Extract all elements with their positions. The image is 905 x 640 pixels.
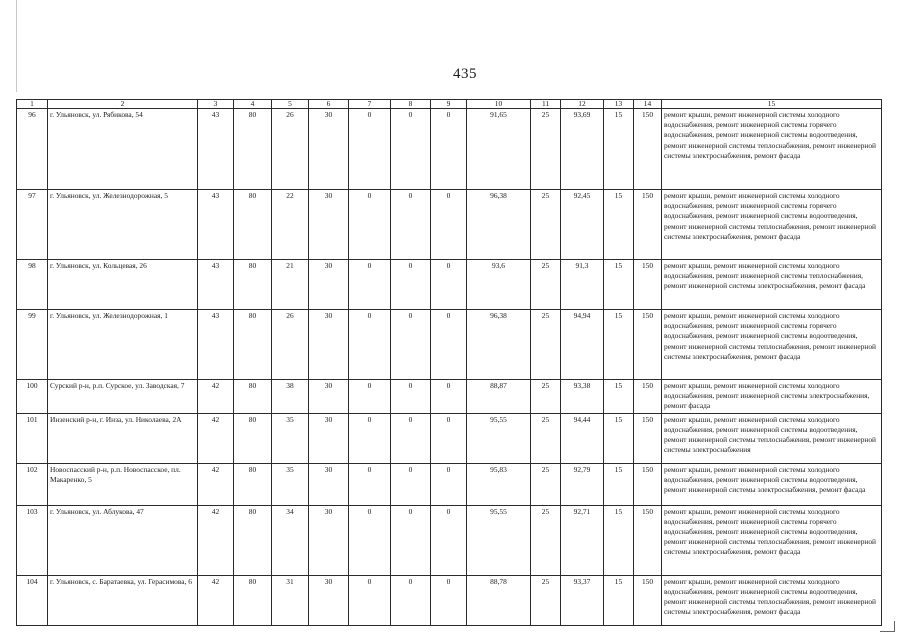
value-cell: 0	[349, 310, 391, 380]
value-cell: 0	[431, 260, 467, 310]
value-cell: 25	[531, 463, 561, 505]
value-cell: 30	[309, 380, 349, 414]
value-cell: 0	[431, 505, 467, 575]
value-cell: 0	[391, 575, 431, 625]
row-number: 101	[17, 413, 48, 463]
value-cell: 80	[234, 413, 272, 463]
value-cell: 30	[309, 109, 349, 190]
value-cell: 94,94	[561, 310, 604, 380]
col-header: 1	[17, 100, 48, 109]
value-cell: 43	[198, 310, 234, 380]
col-header: 7	[349, 100, 391, 109]
value-cell: 35	[272, 413, 309, 463]
works-cell: ремонт крыши, ремонт инженерной системы холодного водоснабжения, ремонт инженерной системы водоотведения, ремонт инженерной системы теплоснабжения, ремонт инженерной системы электроснабжения	[662, 413, 882, 463]
value-cell: 26	[272, 310, 309, 380]
col-header: 15	[662, 100, 882, 109]
value-cell: 150	[634, 505, 662, 575]
value-cell: 80	[234, 380, 272, 414]
value-cell: 80	[234, 505, 272, 575]
value-cell: 93,38	[561, 380, 604, 414]
value-cell: 35	[272, 463, 309, 505]
value-cell: 80	[234, 310, 272, 380]
address-cell: г. Ульяновск, с. Баратаевка, ул. Герасимова, 6	[48, 575, 198, 625]
value-cell: 80	[234, 260, 272, 310]
row-number: 97	[17, 190, 48, 260]
value-cell: 88,78	[467, 575, 531, 625]
value-cell: 0	[431, 109, 467, 190]
col-header: 10	[467, 100, 531, 109]
table-row	[17, 463, 882, 505]
value-cell: 95,55	[467, 505, 531, 575]
works-cell: ремонт крыши, ремонт инженерной системы холодного водоснабжения, ремонт инженерной системы горячего водоснабжения, ремонт инженерной системы водоотведения, ремонт инженерной системы теплоснабжения, ремонт инженерной системы электроснабжения, ремонт фасада	[662, 109, 882, 190]
value-cell: 0	[391, 380, 431, 414]
address-cell: г. Ульяновск, ул. Аблукова, 47	[48, 505, 198, 575]
value-cell: 34	[272, 505, 309, 575]
value-cell: 43	[198, 260, 234, 310]
row-number: 102	[17, 463, 48, 505]
table-row	[17, 413, 882, 463]
value-cell: 25	[531, 310, 561, 380]
value-cell: 0	[431, 310, 467, 380]
value-cell: 0	[349, 190, 391, 260]
row-number: 98	[17, 260, 48, 310]
value-cell: 96,38	[467, 310, 531, 380]
table-row	[17, 310, 882, 380]
value-cell: 15	[604, 190, 634, 260]
value-cell: 42	[198, 413, 234, 463]
value-cell: 30	[309, 575, 349, 625]
works-cell: ремонт крыши, ремонт инженерной системы холодного водоснабжения, ремонт инженерной системы водоотведения, ремонт инженерной системы теплоснабжения, ремонт инженерной системы электроснабжения, ремонт фасада	[662, 575, 882, 625]
value-cell: 30	[309, 190, 349, 260]
address-cell: г. Ульяновск, ул. Железнодорожная, 5	[48, 190, 198, 260]
table-row	[17, 260, 882, 310]
value-cell: 15	[604, 109, 634, 190]
works-cell: ремонт крыши, ремонт инженерной системы холодного водоснабжения, ремонт инженерной системы водоотведения, ремонт инженерной системы электроснабжения, ремонт фасада	[662, 463, 882, 505]
value-cell: 91,3	[561, 260, 604, 310]
table-row	[17, 505, 882, 575]
value-cell: 0	[349, 413, 391, 463]
value-cell: 93,37	[561, 575, 604, 625]
value-cell: 0	[349, 260, 391, 310]
address-cell: Инзенский р-н, г. Инза, ул. Николаева, 2А	[48, 413, 198, 463]
value-cell: 0	[349, 109, 391, 190]
value-cell: 0	[431, 413, 467, 463]
value-cell: 31	[272, 575, 309, 625]
works-cell: ремонт крыши, ремонт инженерной системы холодного водоснабжения, ремонт инженерной системы горячего водоснабжения, ремонт инженерной системы водоотведения, ремонт инженерной системы теплоснабжения, ремонт инженерной системы электроснабжения, ремонт фасада	[662, 310, 882, 380]
value-cell: 42	[198, 575, 234, 625]
col-header: 6	[309, 100, 349, 109]
table-row	[17, 190, 882, 260]
value-cell: 15	[604, 260, 634, 310]
value-cell: 0	[349, 380, 391, 414]
value-cell: 30	[309, 505, 349, 575]
value-cell: 93,6	[467, 260, 531, 310]
value-cell: 30	[309, 463, 349, 505]
col-header: 2	[48, 100, 198, 109]
table-row	[17, 575, 882, 625]
value-cell: 0	[349, 575, 391, 625]
value-cell: 38	[272, 380, 309, 414]
value-cell: 96,38	[467, 190, 531, 260]
value-cell: 25	[531, 413, 561, 463]
value-cell: 15	[604, 505, 634, 575]
col-header: 11	[531, 100, 561, 109]
value-cell: 15	[604, 575, 634, 625]
value-cell: 25	[531, 109, 561, 190]
value-cell: 92,71	[561, 505, 604, 575]
value-cell: 150	[634, 575, 662, 625]
value-cell: 0	[431, 190, 467, 260]
value-cell: 30	[309, 260, 349, 310]
row-number: 99	[17, 310, 48, 380]
value-cell: 15	[604, 463, 634, 505]
value-cell: 30	[309, 413, 349, 463]
col-header: 3	[198, 100, 234, 109]
value-cell: 0	[391, 413, 431, 463]
value-cell: 150	[634, 380, 662, 414]
value-cell: 95,83	[467, 463, 531, 505]
works-cell: ремонт крыши, ремонт инженерной системы холодного водоснабжения, ремонт инженерной системы горячего водоснабжения, ремонт инженерной системы водоотведения, ремонт инженерной системы теплоснабжения, ремонт инженерной системы электроснабжения, ремонт фасада	[662, 190, 882, 260]
value-cell: 0	[349, 463, 391, 505]
value-cell: 25	[531, 575, 561, 625]
value-cell: 150	[634, 413, 662, 463]
value-cell: 30	[309, 310, 349, 380]
value-cell: 0	[391, 260, 431, 310]
value-cell: 150	[634, 260, 662, 310]
address-cell: Новоспасский р-н, р.п. Новоспасское, пл. Макаренко, 5	[48, 463, 198, 505]
col-header: 8	[391, 100, 431, 109]
value-cell: 21	[272, 260, 309, 310]
address-cell: г. Ульяновск, ул. Кольцевая, 26	[48, 260, 198, 310]
value-cell: 93,69	[561, 109, 604, 190]
value-cell: 15	[604, 413, 634, 463]
value-cell: 43	[198, 109, 234, 190]
value-cell: 43	[198, 190, 234, 260]
value-cell: 95,55	[467, 413, 531, 463]
address-cell: г. Ульяновск, ул. Железнодорожная, 1	[48, 310, 198, 380]
value-cell: 15	[604, 310, 634, 380]
value-cell: 0	[431, 463, 467, 505]
works-cell: ремонт крыши, ремонт инженерной системы холодного водоснабжения, ремонт инженерной системы горячего водоснабжения, ремонт инженерной системы водоотведения, ремонт инженерной системы теплоснабжения, ремонт инженерной системы электроснабжения, ремонт фасада	[662, 505, 882, 575]
value-cell: 150	[634, 310, 662, 380]
table-row	[17, 109, 882, 190]
value-cell: 91,65	[467, 109, 531, 190]
row-number: 104	[17, 575, 48, 625]
value-cell: 0	[431, 380, 467, 414]
scan-corner-mark	[880, 621, 895, 632]
address-cell: Сурский р-н, р.п. Сурское, ул. Заводская, 7	[48, 380, 198, 414]
page-number: 435	[453, 66, 477, 82]
row-number: 103	[17, 505, 48, 575]
housing-repair-table	[16, 99, 882, 626]
value-cell: 0	[391, 109, 431, 190]
value-cell: 94,44	[561, 413, 604, 463]
value-cell: 25	[531, 380, 561, 414]
value-cell: 88,87	[467, 380, 531, 414]
row-number: 100	[17, 380, 48, 414]
value-cell: 92,45	[561, 190, 604, 260]
address-cell: г. Ульяновск, ул. Рябикова, 54	[48, 109, 198, 190]
value-cell: 0	[391, 505, 431, 575]
value-cell: 0	[391, 190, 431, 260]
value-cell: 80	[234, 109, 272, 190]
col-header: 4	[234, 100, 272, 109]
value-cell: 0	[349, 505, 391, 575]
col-header: 13	[604, 100, 634, 109]
value-cell: 0	[431, 575, 467, 625]
value-cell: 22	[272, 190, 309, 260]
works-cell: ремонт крыши, ремонт инженерной системы холодного водоснабжения, ремонт инженерной системы электроснабжения, ремонт фасада	[662, 380, 882, 414]
value-cell: 80	[234, 463, 272, 505]
column-number-row	[17, 100, 882, 109]
value-cell: 0	[391, 463, 431, 505]
value-cell: 42	[198, 380, 234, 414]
value-cell: 42	[198, 463, 234, 505]
value-cell: 26	[272, 109, 309, 190]
value-cell: 25	[531, 260, 561, 310]
value-cell: 150	[634, 109, 662, 190]
value-cell: 150	[634, 463, 662, 505]
value-cell: 80	[234, 190, 272, 260]
works-cell: ремонт крыши, ремонт инженерной системы холодного водоснабжения, ремонт инженерной системы теплоснабжения, ремонт инженерной системы электроснабжения, ремонт фасада	[662, 260, 882, 310]
value-cell: 25	[531, 190, 561, 260]
col-header: 9	[431, 100, 467, 109]
value-cell: 92,79	[561, 463, 604, 505]
col-header: 5	[272, 100, 309, 109]
row-number: 96	[17, 109, 48, 190]
value-cell: 0	[391, 310, 431, 380]
value-cell: 80	[234, 575, 272, 625]
value-cell: 150	[634, 190, 662, 260]
table-row	[17, 380, 882, 414]
value-cell: 15	[604, 380, 634, 414]
value-cell: 42	[198, 505, 234, 575]
col-header: 14	[634, 100, 662, 109]
col-header: 12	[561, 100, 604, 109]
value-cell: 25	[531, 505, 561, 575]
